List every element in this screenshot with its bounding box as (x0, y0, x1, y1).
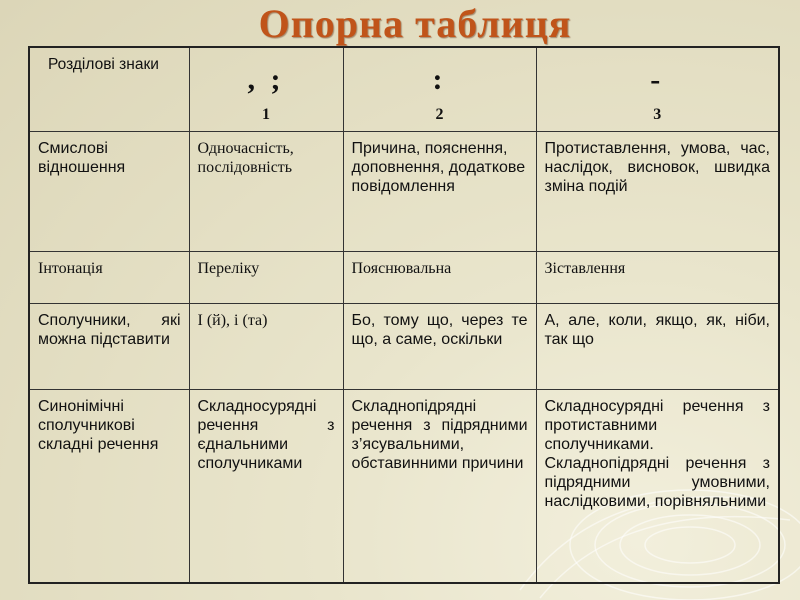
row-label: Інтонація (29, 251, 189, 303)
row-label: Синонімічні сполучникові складні речення (29, 389, 189, 583)
table-cell: Переліку (189, 251, 343, 303)
table-cell: Складнопідрядні речення з підрядними з’ясувальними, обставинними причини (343, 389, 536, 583)
column-number: 3 (653, 106, 662, 123)
table-cell: Зіставлення (536, 251, 779, 303)
header-label-cell (29, 47, 189, 131)
header-column-2 (343, 47, 536, 131)
reference-table (28, 46, 780, 584)
table-cell: Одночасність, послідовність (189, 131, 343, 251)
table-cell: Протиставлення, умова, час, наслідок, висновок, швидка зміна подій (536, 131, 779, 251)
header-column-1 (189, 47, 343, 131)
table-cell: Бо, тому що, через те що, а саме, оскільки (343, 303, 536, 389)
table-cell: І (й), і (та) (189, 303, 343, 389)
table-row (29, 131, 779, 251)
table-header-row (29, 47, 779, 131)
header-label: Розділові знаки (48, 56, 159, 73)
table-cell: Складносурядні речення з протиставними сполучниками. Складнопідрядні речення з підрядними умовними, наслідковими, порівняльними (536, 389, 779, 583)
row-label: Сполучники, які можна підставити (29, 303, 189, 389)
table-cell: А, але, коли, якщо, як, ніби, так що (536, 303, 779, 389)
table-cell: Складносурядні речення з єднальними сполучниками (189, 389, 343, 583)
punctuation-mark-comma-semicolon: , ; (247, 63, 285, 96)
page-title: Опорна таблиця (258, 1, 572, 46)
row-label: Смислові відношення (29, 131, 189, 251)
table-row (29, 251, 779, 303)
punctuation-mark-dash: - (650, 63, 665, 96)
table-row (29, 303, 779, 389)
column-number: 1 (262, 106, 270, 123)
table-cell: Причина, пояснення, доповнення, додаткове повідомлення (343, 131, 536, 251)
punctuation-mark-colon: : (432, 63, 447, 96)
table-row (29, 389, 779, 583)
table-cell: Пояснювальна (343, 251, 536, 303)
column-number: 2 (435, 106, 444, 123)
header-column-3 (536, 47, 779, 131)
